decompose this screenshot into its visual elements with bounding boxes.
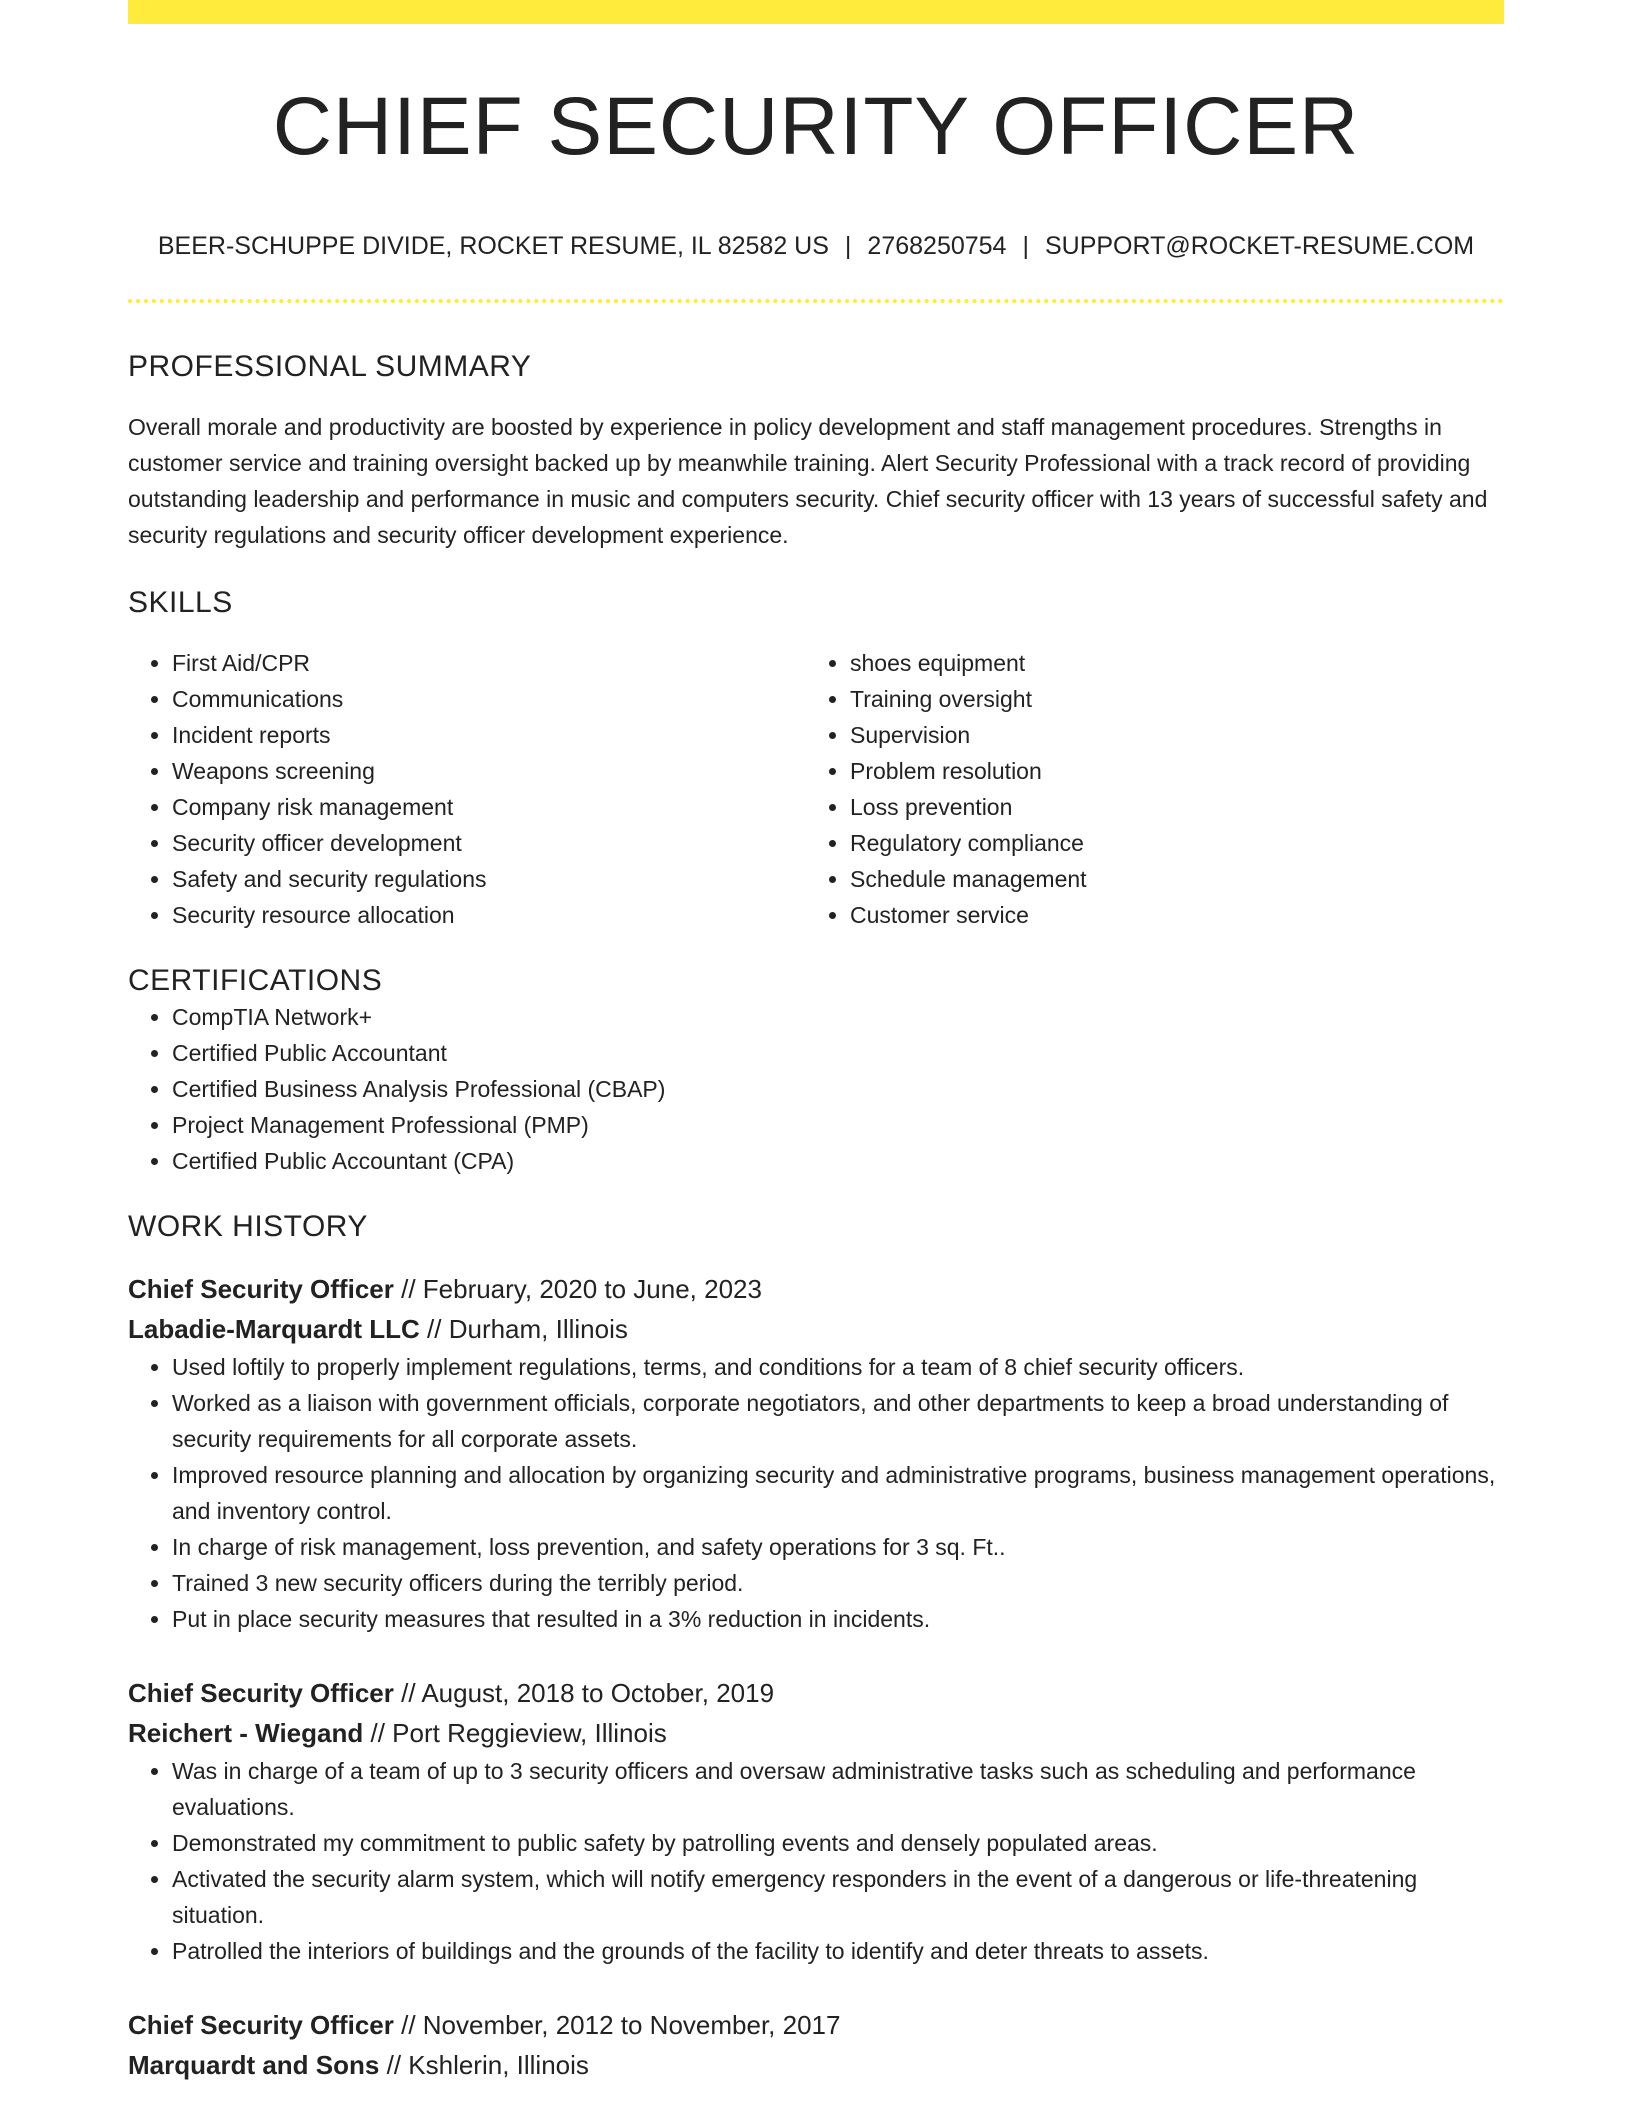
job-entry	[128, 1673, 1504, 1969]
accent-top-bar	[128, 0, 1504, 24]
job-location: // Durham, Illinois	[427, 1314, 628, 1344]
certifications-list	[128, 999, 1504, 1179]
skill-item: • Customer service	[850, 897, 1484, 933]
skill-item: • Safety and security regulations	[172, 861, 806, 897]
work-history-heading: WORK HISTORY	[128, 1210, 368, 1243]
summary-text: Overall morale and productivity are boosted by experience in policy development and staff management procedures. Strengths in customer service and training oversight backed up by meanwhile training. Alert Security Professional with a track record of providing outstanding leadership and performance in music and computers security. Chief security officer with 13 years of successful safety and security regulations and security officer development experience.	[128, 414, 1488, 548]
job-bullet: • Used loftily to properly implement regulations, terms, and conditions for a team of 8 chief security officers.	[172, 1349, 1504, 1385]
skill-item: • Communications	[172, 681, 806, 717]
job-role: Chief Security Officer	[128, 1678, 394, 1708]
contact-line	[128, 232, 1504, 261]
skills-heading: SKILLS	[128, 586, 233, 619]
job-role-line	[128, 2005, 1504, 2045]
job-bullet: • Patrolled the interiors of buildings and the grounds of the facility to identify and deter threats to assets.	[172, 1933, 1504, 1969]
skills-list-left	[128, 645, 806, 933]
email: SUPPORT@ROCKET-RESUME.COM	[1044, 232, 1475, 260]
job-company: Marquardt and Sons	[128, 2050, 380, 2080]
job-bullet: • Improved resource planning and allocation by organizing security and administrative programs, business management operations, and inventory control.	[172, 1457, 1504, 1529]
job-company-line	[128, 1713, 1504, 1753]
job-entry	[128, 1269, 1504, 1637]
certification-item: • CompTIA Network+	[172, 999, 1504, 1035]
job-bullets	[128, 1349, 1504, 1637]
skill-item: • shoes equipment	[850, 645, 1484, 681]
job-bullet: • Trained 3 new security officers during the terribly period.	[172, 1565, 1504, 1601]
job-bullet: • Worked as a liaison with government officials, corporate negotiators, and other departments to keep a broad understanding of security requirements for all corporate assets.	[172, 1385, 1504, 1457]
job-role: Chief Security Officer	[128, 2010, 394, 2040]
certification-item: • Certified Business Analysis Professional (CBAP)	[172, 1071, 1504, 1107]
certifications-heading: CERTIFICATIONS	[128, 964, 383, 997]
skills-column-left	[128, 645, 806, 933]
skills-grid	[128, 645, 1504, 933]
skill-item: • Regulatory compliance	[850, 825, 1484, 861]
contact-separator: |	[1022, 232, 1029, 260]
job-role: Chief Security Officer	[128, 1274, 394, 1304]
dotted-divider	[128, 299, 1504, 303]
job-bullet: • Activated the security alarm system, which will notify emergency responders in the event of a dangerous or life-threatening situation.	[172, 1861, 1504, 1933]
skills-list-right	[806, 645, 1484, 933]
resume-title: CHIEF SECURITY OFFICER	[272, 81, 1360, 172]
job-bullet: • Put in place security measures that resulted in a 3% reduction in incidents.	[172, 1601, 1504, 1637]
skill-item: • Problem resolution	[850, 753, 1484, 789]
job-role-line	[128, 1673, 1504, 1713]
skill-item: • Weapons screening	[172, 753, 806, 789]
summary-heading: PROFESSIONAL SUMMARY	[128, 350, 532, 383]
skill-item: • Security resource allocation	[172, 897, 806, 933]
skill-item: • Company risk management	[172, 789, 806, 825]
skill-item: • Supervision	[850, 717, 1484, 753]
address: BEER-SCHUPPE DIVIDE, ROCKET RESUME, IL 82582 US	[157, 232, 829, 260]
job-company: Reichert - Wiegand	[128, 1718, 364, 1748]
job-company-line	[128, 1309, 1504, 1349]
skill-item: • Training oversight	[850, 681, 1484, 717]
job-bullet: • Was in charge of a team of up to 3 security officers and oversaw administrative tasks such as scheduling and performance evaluations.	[172, 1753, 1504, 1825]
skill-item: • Security officer development	[172, 825, 806, 861]
job-bullet: • In charge of risk management, loss prevention, and safety operations for 3 sq. Ft..	[172, 1529, 1504, 1565]
certification-item: • Project Management Professional (PMP)	[172, 1107, 1504, 1143]
job-dates: // February, 2020 to June, 2023	[401, 1274, 762, 1304]
certification-item: • Certified Public Accountant	[172, 1035, 1504, 1071]
certification-item: • Certified Public Accountant (CPA)	[172, 1143, 1504, 1179]
contact-separator: |	[844, 232, 852, 260]
job-location: // Kshlerin, Illinois	[386, 2050, 589, 2080]
job-dates: // August, 2018 to October, 2019	[401, 1678, 775, 1708]
job-company: Labadie-Marquardt LLC	[128, 1314, 420, 1344]
skill-item: • Loss prevention	[850, 789, 1484, 825]
phone: 2768250754	[867, 232, 1007, 260]
job-entry	[128, 2005, 1504, 2085]
job-dates: // November, 2012 to November, 2017	[401, 2010, 841, 2040]
resume-page	[128, 0, 1504, 2085]
job-bullets	[128, 1753, 1504, 1969]
skill-item: • First Aid/CPR	[172, 645, 806, 681]
job-company-line	[128, 2045, 1504, 2085]
skills-column-right	[806, 645, 1484, 933]
skill-item: • Schedule management	[850, 861, 1484, 897]
job-location: // Port Reggieview, Illinois	[370, 1718, 667, 1748]
job-role-line	[128, 1269, 1504, 1309]
job-bullet: • Demonstrated my commitment to public safety by patrolling events and densely populated areas.	[172, 1825, 1504, 1861]
skill-item: • Incident reports	[172, 717, 806, 753]
